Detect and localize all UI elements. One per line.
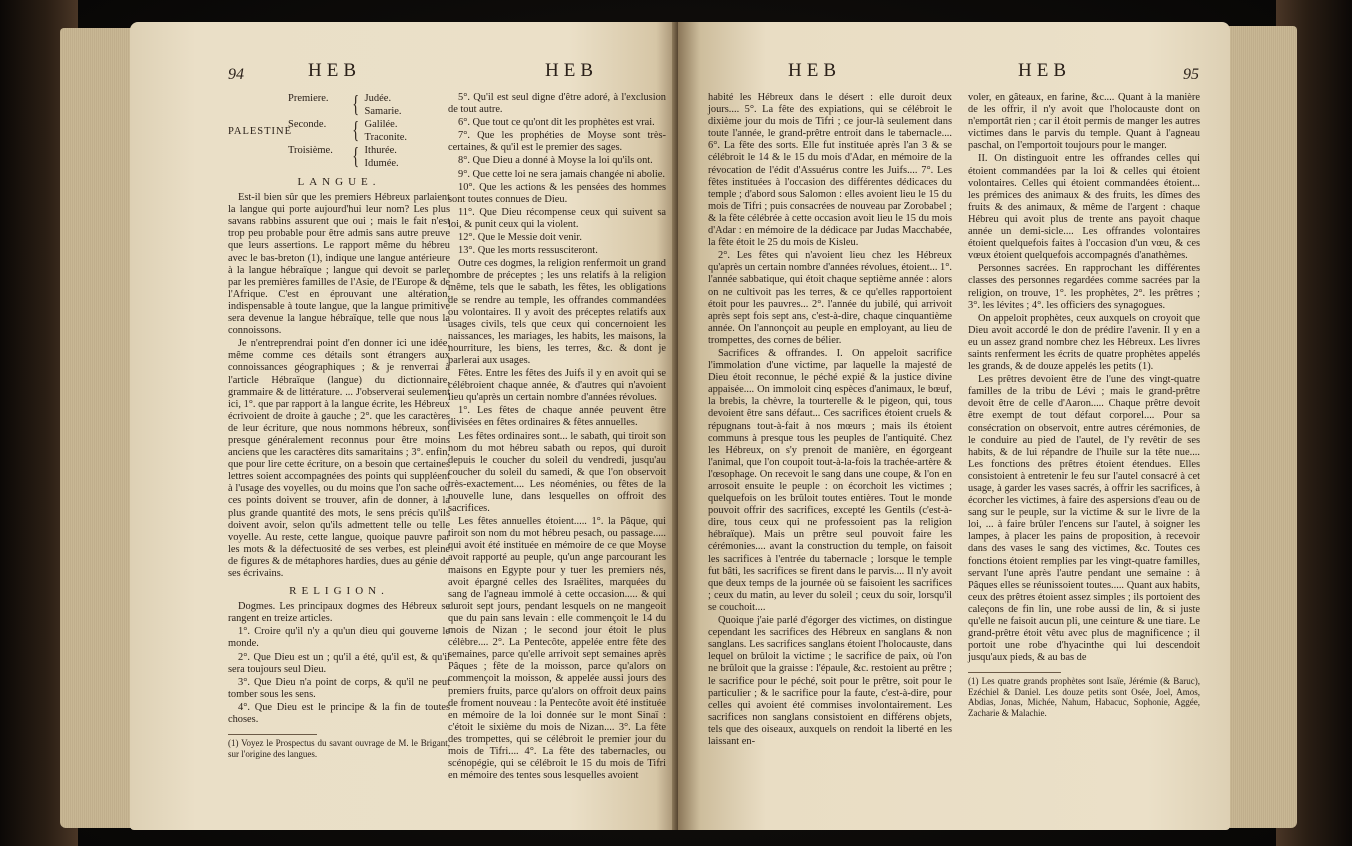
- palestine-table: [228, 92, 450, 170]
- paragraph: 6°. Que tout ce qu'ont dit les prophètes est vrai.: [458, 117, 655, 129]
- left-page-number: 94: [228, 66, 244, 83]
- paragraph: 8°. Que Dieu a donné à Moyse la loi qu'ils ont.: [458, 155, 653, 167]
- paragraph: voler, en gâteaux, en farine, &c.... Quant à la manière de les offrir, il n'y avoit que l'holocauste dont on n'emportât rien ; car il étoit permis de manger les autres victimes dans le parvis du temple. Quant à l'agneau paschal, on l'emportoit toujours pour le manger.: [968, 92, 1200, 152]
- paragraph: 7°. Que les prophéties de Moyse sont très-certaines, & qu'il est le premier des sages.: [448, 130, 666, 154]
- table-section: Seconde.: [288, 119, 327, 130]
- right-column-1: [708, 92, 952, 749]
- right-page-number: 95: [1183, 66, 1199, 83]
- paragraph: On appeloit prophètes, ceux auxquels on croyoit que Dieu avoit accordé le don de prédire l'avenir. Il y en a eu un assez grand nombre chez les Hébreux. Les livres saints renferment les écrits de quatre prophètes appelés les grands, & de douze appelés les petits (1).: [968, 312, 1200, 373]
- paragraph: 2°. Que Dieu est un ; qu'il a été, qu'il est, & qu'il sera toujours seul Dieu.: [228, 651, 450, 675]
- left-page: [130, 22, 678, 830]
- right-running-head-1: HEB: [788, 60, 841, 81]
- right-page: [678, 22, 1230, 830]
- paragraph: 1°. Croire qu'il n'y a qu'un dieu qui gouverne le monde.: [228, 626, 450, 650]
- right-running-head-2: HEB: [1018, 60, 1071, 81]
- table-section: Premiere.: [288, 93, 329, 104]
- paragraph: 5°. Qu'il est seul digne d'être adoré, à l'exclusion de tout autre.: [448, 92, 666, 116]
- paragraph: Dogmes. Les principaux dogmes des Hébreux se rangent en treize articles.: [228, 601, 450, 625]
- paragraph: Quoique j'aie parlé d'égorger des victimes, on distingue cependant les sacrifices des Hébreux en sanglans & non sanglans. Les sacrifices sanglans étoient l'holocauste, dans lequel on brûloit la victime ; le sacrifice de paix, où l'on ne brûloit que la graisse : l'épaule, &c. restoient au prêtre ; le sacrifice pour le péché, soit pour le prêtre, soit pour le particulier ; & le sacrifice pour la faute, c'est-à-dire, pour celles qui avoient été commises involontairement. Les sacrifices non sanglans consistoient en différens objets, tels que des oiseaux, auxquels on rendoit la liberté en les laissant en-: [708, 615, 952, 747]
- table-items: { Ithurée. Idumée.: [352, 144, 399, 170]
- region-traconite: Traconite.: [364, 132, 408, 143]
- paragraph: 11°. Que Dieu récompense ceux qui suivent sa loi, & punit ceux qui la violent.: [448, 206, 666, 230]
- footnote-rule: [968, 672, 1061, 673]
- page-edges-left: [60, 28, 140, 828]
- paragraph: 9°. Que cette loi ne sera jamais changée ni abolie.: [458, 168, 665, 180]
- left-column-1: [228, 92, 450, 760]
- paragraph: Les fêtes ordinaires sont... le sabath, qui tiroit son nom du mot hébreu sabath ou repos, qui duroit depuis le coucher du soleil du vendredi, jusqu'au coucher du soleil du samedi, & que l'on observoit très-exactement.... Les néoménies, ou fêtes de la nouvelle lune, dans lesquelles on offroit des sacrifices.: [448, 430, 666, 515]
- paragraph: 2°. Les fêtes qui n'avoient lieu chez les Hébreux qu'après un certain nombre d'années révolues, étoient... 1°. l'année sabbatique, qui étoit chaque septième année : alors on ne cultivoit pas les terres, & ce qu'elles rapportoient étoit pour les pauvres... 2°. l'année du jubilé, qui arrivoit après sept fois sept ans, c'est-à-dire, chaque cinquantième année. On l'annonçoit au peuple en employant, au lieu de trompettes, des cornes de bélier.: [708, 250, 952, 346]
- paragraph: Sacrifices & offrandes. I. On appeloit sacrifice l'immolation d'une victime, par laquelle la majesté de Dieu étoit reconnue, le péché expié & la justice divine appaisée.... On immoloit cinq espèces d'animaux, le bœuf, la brebis, la chèvre, la tourterelle & le pigeon, qui, tous devoient être sans défaut... Ces sacrifices étoient cruels & répugnans tout-à-fait à nos mœurs ; mais ils étoient communs à presque tous les peuples de l'antiquité. Chez les Hébreux, on s'y prenoit de manière, en égorgeant l'animal, que l'on coupoit tout-à-la-fois la trachée-artère & l'œsophage. On recevoit le sang dans une coupe, & l'on en arrosoit ensuite le peuple : on écorchoit les victimes ; quelquefois on les brûloit toutes entières. Tout le monde pouvoit offrir des sacrifices, excepté les Gentils (c'est-à-dire, tous ceux qui ne professoient pas la religion hébraïque). Mais un prêtre seul pouvoit faire les cérémonies.... avant la construction du temple, on faisoit les sacrifices à l'entrée du tabernacle ; lorsque le temple fut bâti, les sacrifices se firent dans le parvis.... Il n'y avoit que deux temps de la journée où se faisoient les sacrifices ; ceux du matin, au lever du soleil ; ceux du soir, lorsqu'il se couchoit....: [708, 347, 952, 613]
- paragraph: 12°. Que le Messie doit venir.: [458, 232, 582, 244]
- region-idumee: Idumée.: [364, 158, 399, 169]
- table-section: Troisième.: [288, 145, 333, 156]
- paragraph: Personnes sacrées. En rapprochant les différentes classes des personnes regardées comme sacrées par la religion, on trouve, 1°. les prophètes, 2°. les prêtres ; 3°. les lévites ; 4°. les officiers des synagogues.: [968, 263, 1200, 311]
- paragraph: Est-il bien sûr que les premiers Hébreux parlaient la langue qui porte aujourd'hui leur nom? Les plus savans rabbins assurent que oui ; mais le fait n'est trop peu probable pour être admis sans autre preuve que leurs assertions. Le rapport même du hébreu avec le bas-breton (1), indique une langue antérieure à la langue hébraïque ; langue qui devoit se parler par les premières familles de l'Asie, de l'Europe & de l'Afrique. C'est en éprouvant une altération, indispensable à toute langue, que la langue primitive sera devenue la langue hébraïque, telle que nous la connoissons.: [228, 192, 450, 337]
- region-galilee: Galilée.: [364, 119, 398, 130]
- left-running-head-2: HEB: [545, 60, 598, 81]
- right-column-2: [968, 92, 1200, 719]
- religion-heading: RELIGION.: [289, 585, 389, 598]
- palestine-label: PALESTINE: [228, 125, 293, 137]
- region-ithuree: Ithurée.: [364, 145, 397, 156]
- paragraph: Fêtes. Entre les fêtes des Juifs il y en avoit qui se célébroient chaque année, & d'autres qui n'avoient lieu qu'après un certain nombre d'années révolues.: [448, 368, 666, 404]
- paragraph: 3°. Que Dieu n'a point de corps, & qu'il ne peut tomber sous les sens.: [228, 676, 450, 700]
- region-judee: Judée.: [364, 93, 392, 104]
- paragraph: 1°. Les fêtes de chaque année peuvent être divisées en fêtes ordinaires & fêtes annuelles.: [448, 405, 666, 429]
- table-items: { Galilée. Traconite.: [352, 118, 408, 144]
- paragraph: 4°. Que Dieu est le principe & la fin de toutes choses.: [228, 701, 450, 726]
- paragraph: II. On distinguoit entre les offrandes celles qui étoient commandées par la loi & celles qui étoient volontaires. Celles qui étoient commandées étoient... les prémices des animaux & des fruits, les dîmes des fruits & des animaux, & même de l'argent : chaque Hébreu qui avoit plus de trente ans payoit chaque année un demi-sicle.... Les offrandes volontaires étoient quelquefois faites à l'occasion d'un vœu, & ces vœux étoient quelquefois accompagnés d'anathèmes.: [968, 153, 1200, 262]
- footnote: (1) Les quatre grands prophètes sont Isaïe, Jérémie (& Baruc), Ezéchiel & Daniel. Les douze petits sont Osée, Joel, Amos, Abdias, Jonas, Michée, Nahum, Habacuc, Sophonie, Aggée, Zacharie & Malachie.: [968, 676, 1200, 718]
- footnote-rule: [228, 734, 317, 735]
- table-items: { Judée. Samarie.: [352, 92, 402, 118]
- paragraph: 10°. Que les actions & les pensées des hommes sont toutes connues de Dieu.: [448, 181, 666, 205]
- paragraph: Je n'entreprendrai point d'en donner ici une idée, même comme ces détails sont étrangers aux connoissances géographiques ; & je renverrai à l'article Hébraïque (langue) du dictionnaire, grammaire & de littérature. ... J'observerai seulement ici, 1°. que par rapport à la langue écrite, les Hébreux écrivoient de droite à gauche ; 2°. que les caractères de leur écriture, que nous nommons hébreux, sont presque généralement reconnus pour être moins anciens que les caractères dits samaritains ; 3°. enfin, que pour lire cette écriture, on a besoin que certaines lettres soient accompagnées des points qui suppléent à l'usage des voyelles, ou du moins que l'on sache où ces points doivent se trouver, afin de donner, à la plus grande quantité des mots, le sens précis qu'ils doivent avoir, selon qu'ils admettent telle ou telle voyelle. Au reste, cette langue, quoique pauvre par les mots & la défectuosité de ses verbes, est pleine de figures & de métaphores hardies, dues au génie de ses écrivains.: [228, 338, 450, 579]
- paragraph: 13°. Que les morts ressusciteront.: [458, 245, 598, 257]
- paragraph: habité les Hébreux dans le désert : elle duroit deux jours.... 5°. La fête des expiations, qui se célébroit le dixième jour du mois de Tifri ; ce jour-là seulement dans toute l'année, le grand-prêtre entroit dans le tabernacle.... 6°. La fête des sorts. Elle fut instituée après l'an 3 & se célébroit le 14 & le 15 du mois d'Adar, en mémoire de la révocation de l'édit d'Assuérus contre les Juifs.... 7°. Les fêtes instituées à l'occasion des différentes dédicaces du temple ; d'abord sous Salomon : elles avoient lieu le 15 du mois de Tifri ; puis consacrées de nouveau par Zorobabel ; & la fête célébrée à cette occasion avoit lieu le 15 du mois d'Adar : en mémoire de la dédicace par Judas Macchabée, la fête étoit le 25 du mois de Kisleu.: [708, 92, 952, 249]
- left-column-2: [448, 92, 666, 783]
- langue-heading: LANGUE.: [297, 176, 381, 188]
- paragraph: Outre ces dogmes, la religion renfermoit un grand nombre de préceptes ; les uns relatifs à la religion même, tels que le sabath, les fêtes, les obligations de se rendre au temple, les offrandes commandées ou volontaires. Il y avoit des préceptes relatifs aux usages civils, tels que ceux qui concernoient les naissances, les mariages, les habits, les maisons, la nourriture, les biens, les terres, &c. & dont je parlerai aux usages.: [448, 258, 666, 366]
- paragraph: Les prêtres devoient être de l'une des vingt-quatre familles de la tribu de Lévi ; mais le grand-prêtre devoit être de celle d'Aaron..... Chaque prêtre devoit être exempt de tout défaut corporel.... Pour sa consécration on observoit, entre autres cérémonies, de le conduire au pied de l'autel, de l'y revêtir de ses habits, & de lui répandre de l'huile sur la tête nue.... Les fonctions des prêtres étoient étendues. Elles consistoient à entretenir le feu sur l'autel consacré à cet usage, à garder les vases sacrés, à offrir les sacrifices, à écorcher les victimes, à faire des aspersions d'eau ou de sang sur le peuple, sur la victime & sur le livre de la loi, ... à faire brûler l'encens sur l'autel, à soigner les lampes, à placer les pains de proposition, à recevoir dans des vases le sang des victimes, &c. Toutes ces fonctions étoient remplies par les vingt-quatre familles, servant l'une après l'autre pendant une semaine : à Pâques elles se réunissoient toutes..... Quant aux habits, ceux des prêtres étoient assez simples ; ils portoient des caleçons de fin lin, une robe aussi de lin, & si juste qu'elle ne faisoit aucun pli, une ceinture & une tiare. Le grand-prêtre étoit vêtu avec plus de magnificence ; il portoit une robe d'hyacinthe qui lui descendoit jusqu'aux pieds, & au bas de: [968, 374, 1200, 664]
- paragraph: Les fêtes annuelles étoient..... 1°. la Pâque, qui tiroit son nom du mot hébreu pesach, ou passage..... qui avoit été instituée en mémoire de ce que Moyse avoit rapporté au peuple, qu'un ange parcourant les maisons en Egypte pour y tuer les premiers nés, avoit épargné celles des Israëlites, marquées du sang de l'agneau immolé à cette occasion..... & qui duroit sept jours, pendant lesquels on ne mangeoit que du pain sans levain : elle commençoit le 14 du mois de Nizan ; le second jour étoit le plus célèbre.... 2°. La Pentecôte, appelée entre fête des semaines, parce qu'elle arrivoit sept semaines après Pâques ; fête de la moisson, parce qu'alors on commençoit la moisson, & appelée aussi jours des premiers fruits, parce qu'alors on offroit deux pains de froment nouveau : la Pentecôte avoit été instituée en mémoire de la loi donnée sur le mont Sinaï : c'étoit le sixième du mois de Nizan.... 3°. La fête des trompettes, qui se célébroit le premier jour du mois de Tifri.... 4°. La fête des tabernacles, ou scénopégie, qui se célébroit le 15 du mois de Tifri en mémoire des tentes sous lesquelles avoient: [448, 516, 666, 782]
- footnote: (1) Voyez le Prospectus du savant ouvrage de M. le Brigant, sur l'origine des langues.: [228, 738, 450, 759]
- left-running-head-1: HEB: [308, 60, 361, 81]
- region-samarie: Samarie.: [364, 106, 402, 117]
